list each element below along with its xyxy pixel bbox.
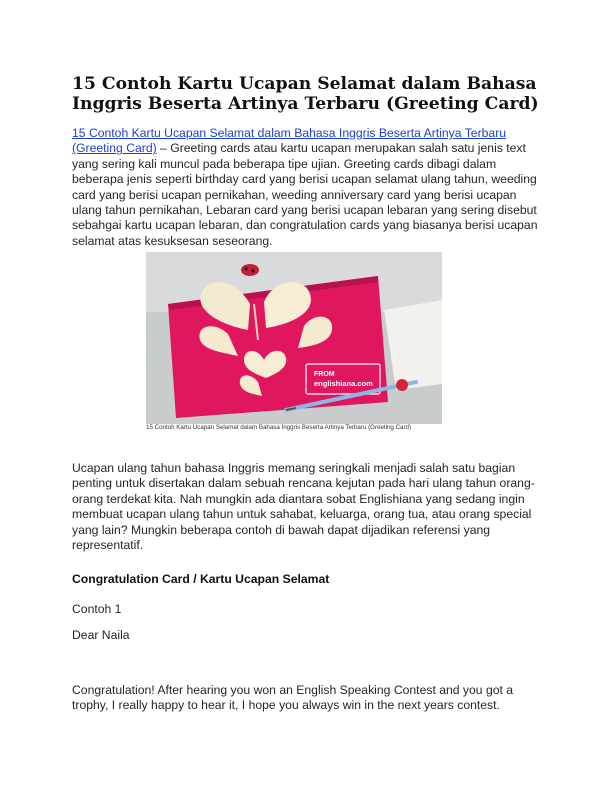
greeting-card-photo (146, 252, 442, 424)
intro-text: – Greeting cards atau kartu ucapan merupakan salah satu jenis text yang sering kali muncul pada beberapa tipe ujian. Greeting cards dibagi dalam beberapa jenis seperti birthday card yang berisi ucapan selamat ulang tahun, weeding card yang berisi ucapan pernikahan, weeding anniversary card yang berisi ucapan ulang tahun pernikahan, Lebaran card yang berisi ucapan lebaran yang sering disebut sebahgai kartu ucapan lebaran, dan congratulation cards yang biasanya berisi ucapan selamat atas kesuksesan seseorang. (72, 141, 538, 248)
example-label: Contoh 1 (72, 602, 122, 616)
salutation: Dear Naila (72, 628, 130, 642)
paragraph-2: Ucapan ulang tahun bahasa Inggris memang seringkali menjadi salah satu bagian penting untuk disertakan dalam sebuah rencana kejutan pada hari ulang tahun orang-orang terdekat kita. Nah mungkin ada diantara sobat Englishiana yang sedang ingin membuat ucapan ulang tahun untuk sahabat, keluarga, orang tua, atau orang special yang lain? Mungkin beberapa contoh di bawah dapat dijadikan referensi yang representatif. (72, 461, 535, 553)
ladybug-icon (241, 264, 259, 276)
intro-link[interactable]: 15 Contoh Kartu Ucapan Selamat dalam Bahasa Inggris Beserta Artinya Terbaru (Greeting Card) (72, 126, 507, 156)
article-title: 15 Contoh Kartu Ucapan Selamat dalam Bahasa Inggris Beserta Artinya Terbaru (Greeting Card) (72, 74, 539, 114)
pen-charm-icon (396, 379, 408, 391)
stamp-website-label: englishiana.com (314, 379, 373, 388)
stamp-from-label: FROM (314, 371, 335, 378)
intro-paragraph (72, 126, 540, 249)
section-heading: Congratulation Card / Kartu Ucapan Selamat (72, 572, 330, 586)
image-caption: 15 Contoh Kartu Ucapan Selamat dalam Bahasa Inggris Beserta Artinya Terbaru (Greeting Card) (146, 424, 412, 431)
letter-body: Congratulation! After hearing you won an English Speaking Contest and you got a trophy, I really happy to hear it, I hope you always win in the next years contest. (72, 683, 514, 713)
